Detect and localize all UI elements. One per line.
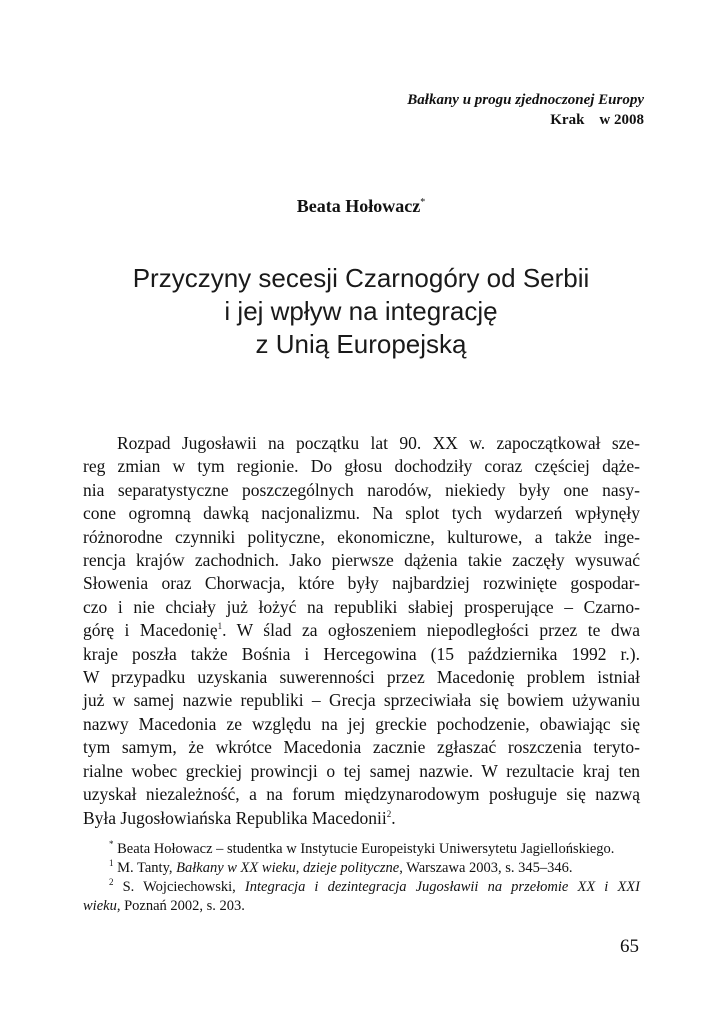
- footnote-book-title: wieku: [83, 898, 117, 914]
- body-text-segment: . W ślad za ogłoszeniem niepodległości przez te dwa: [222, 620, 640, 641]
- title-line-3: z Unią Europejską: [255, 329, 467, 359]
- footnote-text: , Warszawa 2003, s. 345–346.: [399, 860, 573, 876]
- body-line: rialne wobec greckiej prowincji o tej samej nazwie. W rezultacie kraj ten: [83, 760, 640, 781]
- footnote-text: , Poznań 2002, s. 203.: [116, 898, 245, 914]
- footnote-marker: *: [109, 839, 114, 850]
- body-paragraph: [83, 432, 640, 830]
- footnote-marker: 1: [109, 858, 114, 869]
- footnote-author: [83, 840, 640, 859]
- page-number: 65: [620, 936, 639, 957]
- footnote-marker: 2: [109, 877, 114, 888]
- footnote-text: M. Tanty,: [113, 860, 177, 876]
- article-title: [60, 262, 662, 361]
- footnote-text: S. Wojciechowski,: [113, 879, 245, 895]
- footnote-1: [83, 859, 640, 878]
- book-title: Bałkany u progu zjednoczonej Europy: [407, 92, 644, 108]
- body-line: [83, 807, 640, 830]
- running-head: [407, 90, 644, 130]
- author-name: [0, 196, 722, 217]
- body-line: kraje poszła także Bośnia i Hercegowina (15 października 1992 r.).: [83, 643, 640, 664]
- body-line: Słowenia oraz Chorwacja, które były najbardziej rozwinięte gospodar-: [83, 573, 640, 594]
- footnotes: [83, 840, 640, 916]
- footnote-book-title: Integracja i dezintegracja Jugosławii na przełomie XX i XXI: [244, 879, 640, 895]
- body-line: różnorodne czynniki polityczne, ekonomiczne, kulturowe, a także inge-: [83, 526, 640, 547]
- place-year: Krak w 2008: [550, 112, 644, 128]
- footnote-2-continued: [83, 897, 640, 916]
- body-line: reg zmian w tym regionie. Do głosu dochodziły coraz częściej dąże-: [83, 456, 640, 477]
- footnote-ref-1: 1: [217, 621, 223, 632]
- body-line: Rozpad Jugosławii na początku lat 90. XX w. zapoczątkował sze-: [117, 433, 640, 453]
- footnote-ref-2: 2: [386, 808, 392, 819]
- footnote-book-title: Bałkany w XX wieku, dzieje polityczne: [176, 860, 400, 876]
- author-footnote-marker: *: [420, 197, 426, 208]
- body-line: czo i nie chciały już łożyć na republiki słabiej prosperujące – Czarno-: [83, 596, 640, 617]
- title-line-1: Przyczyny secesji Czarnogóry od Serbii: [132, 263, 590, 293]
- author-text: Beata Hołowacz: [296, 196, 421, 216]
- footnote-text: Beata Hołowacz – studentka w Instytucie Europeistyki Uniwersytetu Jagiellońskiego.: [113, 841, 615, 857]
- footnote-2: [83, 878, 640, 897]
- body-line: rencja krajów zachodnich. Jako pierwsze dążenia takie zaczęły wysuwać: [83, 550, 640, 571]
- body-line: uzyskał niezależność, a na forum międzynarodowym posługuje się nazwą: [83, 784, 640, 805]
- body-line: już w samej nazwie republiki – Grecja sprzeciwiała się bowiem używaniu: [83, 690, 640, 711]
- body-line: [83, 619, 640, 642]
- body-line: cone ogromną dawką nacjonalizmu. Na splot tych wydarzeń wpłynęły: [83, 503, 640, 524]
- body-text-segment: .: [391, 807, 396, 828]
- body-line: W przypadku uzyskania suwerenności przez Macedonię problem istniał: [83, 667, 640, 688]
- body-line: tym samym, że wkrótce Macedonia zacznie zgłaszać roszczenia teryto-: [83, 737, 640, 758]
- body-line: nazwy Macedonia ze względu na jej greckie pochodzenie, obawiając się: [83, 713, 640, 734]
- title-line-2: i jej wpływ na integrację: [224, 296, 498, 326]
- body-line: nia separatystyczne poszczególnych narodów, niekiedy były one nasy-: [83, 479, 640, 500]
- body-text-segment: Była Jugosłowiańska Republika Macedonii: [83, 807, 387, 828]
- body-text-segment: górę i Macedonię: [83, 620, 218, 641]
